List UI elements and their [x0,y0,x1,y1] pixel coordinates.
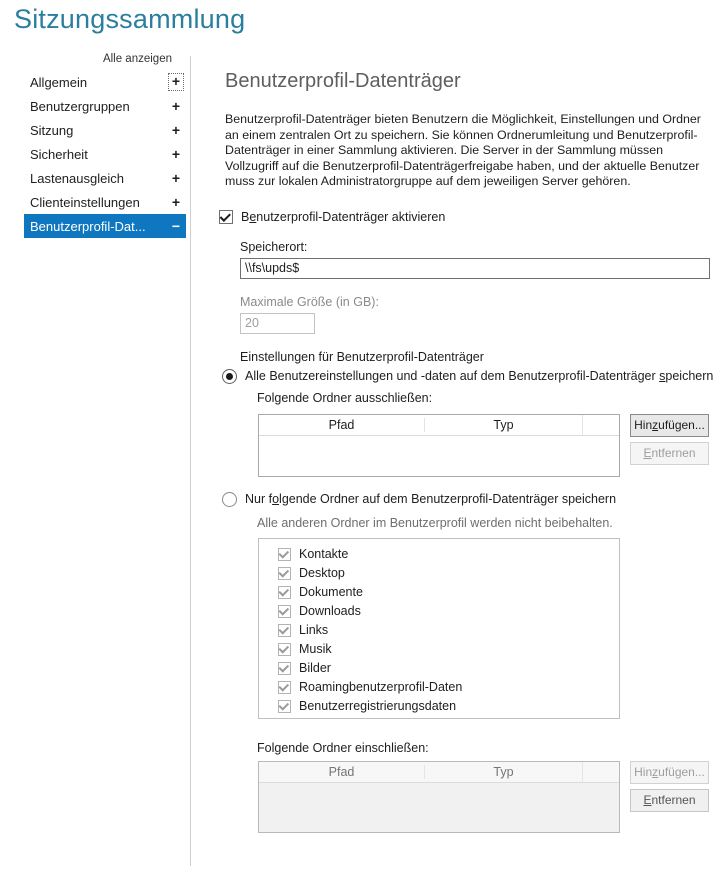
folder-label: Benutzerregistrierungsdaten [299,699,457,714]
sidebar-item-benutzergruppen[interactable] [24,94,186,118]
table-header [259,415,619,436]
plus-icon[interactable]: + [171,146,180,162]
sidebar-item-allgemein[interactable] [24,70,186,94]
checkbox-checked-disabled-icon [278,567,291,580]
plus-icon[interactable]: + [171,98,180,114]
radio-store-all-row[interactable] [222,369,722,384]
folder-item-dokumente [278,583,619,602]
sidebar-item-label: Clienteinstellungen [30,194,140,210]
sidebar-item-label: Sicherheit [30,146,88,162]
folder-item-links [278,621,619,640]
plus-icon: + [171,73,180,89]
sidebar-item-label: Benutzergruppen [30,98,130,114]
main-panel [219,68,722,833]
column-header-typ[interactable]: Typ [424,418,582,432]
exclude-table-row [258,414,722,477]
page-title: Sitzungssammlung [14,4,246,34]
folders-note: Alle anderen Ordner im Benutzerprofil werden nicht beibehalten. [257,515,613,530]
checkbox-checked-disabled-icon [278,624,291,637]
checkbox-checked-disabled-icon [278,700,291,713]
column-header-pfad[interactable]: Pfad [328,417,355,432]
radio-store-only-row[interactable] [222,492,722,507]
folder-label: Downloads [299,604,361,619]
table-body-empty [259,436,619,476]
checkbox-checked-icon[interactable] [219,210,233,224]
minus-icon[interactable]: − [171,218,180,234]
sidebar [24,70,186,238]
folder-label: Kontakte [299,547,349,562]
plus-icon[interactable]: + [171,170,180,186]
checkbox-checked-disabled-icon [278,548,291,561]
include-table-row [258,761,722,833]
exclude-folders-table[interactable] [258,414,620,477]
column-header-blank [582,415,619,435]
folder-item-desktop [278,564,619,583]
folder-item-bilder [278,659,619,678]
max-size-label: Maximale Größe (in GB): [240,294,379,309]
folder-label: Desktop [299,566,345,581]
radio-unselected-icon[interactable] [222,492,237,507]
sidebar-item-label: Sitzung [30,122,74,138]
plus-icon[interactable]: + [171,194,180,210]
checkbox-checked-disabled-icon [278,605,291,618]
table-header [259,762,619,783]
folder-item-registrierungsdaten [278,697,619,716]
folder-item-roamingprofil-daten [278,678,619,697]
expand-button[interactable] [168,73,184,91]
enable-upd-checkbox-row[interactable] [219,210,722,224]
checkbox-checked-disabled-icon [278,586,291,599]
exclude-folders-label: Folgende Ordner ausschließen: [257,390,433,405]
folder-label: Musik [299,642,332,657]
include-remove-button[interactable]: Entfernen [630,789,709,812]
radio-store-only-label: Nur folgende Ordner auf dem Benutzerprofil-Datenträger speichern [245,492,617,507]
column-header-typ: Typ [424,765,582,779]
table-body-empty [259,783,619,832]
include-folders-label: Folgende Ordner einschließen: [257,740,429,755]
folder-label: Links [299,623,329,638]
folder-item-kontakte [278,545,619,564]
exclude-add-button[interactable]: Hinzufügen... [630,414,709,437]
section-heading: Benutzerprofil-Datenträger [225,70,461,92]
column-header-pfad: Pfad [328,764,355,779]
folder-label: Roamingbenutzerprofil-Daten [299,680,463,695]
location-input[interactable] [240,258,710,279]
section-description: Benutzerprofil-Datenträger bieten Benutzern die Möglichkeit, Einstellungen und Ordner an einem zentralen Ort zu speichern. Sie können Ordnerumleitung und Benutzerprofil-Datenträger in einer Sammlung aktivieren. Die Server in der Sammlung müssen Vollzugriff auf die Benutzerprofil-Datenträgerfreigabe haben, und der aktuelle Benutzer muss zur lokalen Administratorgruppe auf dem jeweiligen Server gehören. [225,112,701,189]
checkbox-checked-disabled-icon [278,681,291,694]
profile-folders-list [258,538,620,719]
include-add-button: Hinzufügen... [630,761,709,784]
sidebar-divider [190,56,191,866]
settings-group-label: Einstellungen für Benutzerprofil-Datenträger [240,349,484,364]
folder-label: Dokumente [299,585,363,600]
sidebar-item-clienteinstellungen[interactable] [24,190,186,214]
checkbox-checked-disabled-icon [278,643,291,656]
plus-icon[interactable]: + [171,122,180,138]
column-header-blank [582,762,619,782]
sidebar-item-sitzung[interactable] [24,118,186,142]
max-size-input [240,313,315,334]
sidebar-item-benutzerprofil-datentraeger[interactable] [24,214,186,238]
sidebar-item-label: Allgemein [30,74,88,90]
folder-label: Bilder [299,661,331,676]
sidebar-item-lastenausgleich[interactable] [24,166,186,190]
checkbox-checked-disabled-icon [278,662,291,675]
show-all-link[interactable]: Alle anzeigen [102,53,172,65]
sidebar-item-label: Benutzerprofil-Dat... [30,218,146,234]
folder-item-musik [278,640,619,659]
folder-item-downloads [278,602,619,621]
include-folders-table [258,761,620,833]
enable-upd-checkbox-label: Benutzerprofil-Datenträger aktivieren [241,209,446,224]
exclude-remove-button: Entfernen [630,442,709,465]
radio-selected-icon[interactable] [222,369,237,384]
radio-store-all-label: Alle Benutzereinstellungen und -daten auf dem Benutzerprofil-Datenträger speichern [245,369,714,384]
location-label: Speicherort: [240,239,308,254]
sidebar-item-label: Lastenausgleich [30,170,124,186]
sidebar-item-sicherheit[interactable] [24,142,186,166]
